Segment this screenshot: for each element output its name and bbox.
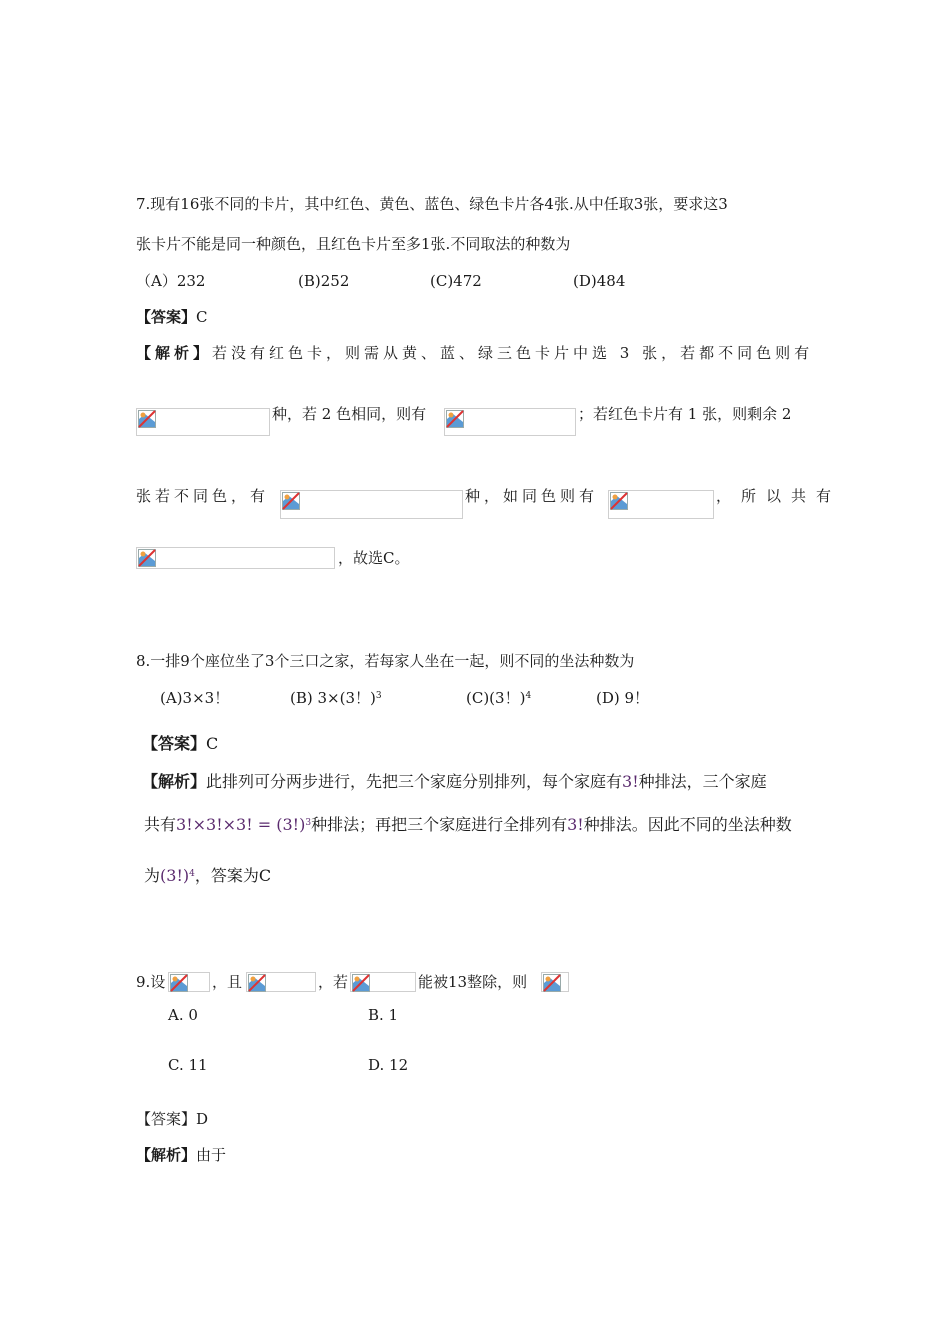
q9-stem-mid3: 能被13整除，则	[418, 973, 528, 991]
q8-analysis-line1: 【解析】此排列可分两步进行，先把三个家庭分别排列，每个家庭有3!种排法，三个家庭	[142, 772, 767, 791]
q9-option-b: B. 1	[368, 1006, 399, 1024]
q7-analysis-text-3a: 张若不同色，有	[136, 487, 270, 505]
q7-analysis-text-2b: ；若红色卡片有 1 张，则剩余 2	[578, 405, 792, 423]
broken-image-icon	[138, 410, 156, 428]
analysis-text: 若没有红色卡，则需从黄、蓝、绿三色卡片中选 3 张，若都不同色则有	[212, 344, 814, 362]
answer-label: 【答案】	[142, 734, 207, 753]
formula-image	[444, 408, 576, 436]
answer-value: D	[196, 1110, 209, 1128]
q9-stem-mid1: ，且	[212, 973, 243, 991]
broken-image-icon	[170, 974, 188, 992]
answer-label: 【答案】	[136, 1110, 197, 1128]
q8-option-c: (C)(3！)$^4$	[466, 689, 532, 707]
q7-option-c: (C)472	[430, 272, 482, 290]
q8-analysis-line2: 共有3!×3!×3! = $(3!)^3$种排法；再把三个家庭进行全排列有3!种排法。因此不同的坐法种数	[144, 815, 792, 834]
q9-stem-pre: 9.设	[136, 973, 166, 991]
formula-image	[246, 972, 316, 992]
q8-analysis-line3: 为$(3!)^4$，答案为C	[144, 866, 272, 885]
q7-analysis-line1	[136, 343, 813, 363]
q9-analysis	[136, 1145, 226, 1165]
q9-option-d: D. 12	[368, 1056, 409, 1074]
analysis-label: 【解析】	[136, 1146, 197, 1164]
q9-answer	[136, 1109, 208, 1129]
broken-image-icon	[282, 492, 300, 510]
formula-image	[136, 408, 270, 436]
analysis-label: 【解析】	[142, 772, 207, 791]
q7-answer	[136, 307, 208, 327]
q7-analysis-text-2a: 种，若 2 色相同，则有	[272, 405, 427, 423]
q8-option-a: (A)3×3！	[160, 689, 230, 707]
q8-stem: 8.一排9个座位坐了3个三口之家，若每家人坐在一起，则不同的坐法种数为	[136, 652, 635, 670]
q7-option-d: (D)484	[573, 272, 626, 290]
broken-image-icon	[446, 410, 464, 428]
q9-stem-mid2: ，若	[318, 973, 349, 991]
q9-option-a: A. 0	[168, 1006, 198, 1024]
q7-analysis-text-3c: ，所以共有	[716, 487, 842, 505]
formula-image	[541, 972, 569, 992]
formula-image	[168, 972, 210, 992]
broken-image-icon	[138, 549, 156, 567]
formula-image	[608, 490, 714, 519]
broken-image-icon	[352, 974, 370, 992]
q7-option-b: (B)252	[298, 272, 350, 290]
formula-image	[350, 972, 416, 992]
q7-analysis-text-4: ，故选C。	[338, 549, 410, 567]
formula-image	[136, 547, 335, 569]
broken-image-icon	[248, 974, 266, 992]
answer-label: 【答案】	[136, 308, 197, 326]
q7-analysis-text-3b: 种，如同色则有	[465, 487, 599, 505]
q7-stem-line1: 7.现有16张不同的卡片，其中红色、黄色、蓝色、绿色卡片各4张.从中任取3张，要求这3	[136, 195, 728, 213]
analysis-label: 【解析】	[136, 344, 213, 362]
q8-option-b: (B) 3×(3！)$^3$	[290, 689, 382, 707]
formula-image	[280, 490, 463, 519]
q9-option-c: C. 11	[168, 1056, 208, 1074]
broken-image-icon	[610, 492, 628, 510]
q7-stem-line2: 张卡片不能是同一种颜色，且红色卡片至多1张.不同取法的种数为	[136, 235, 571, 253]
answer-value: C	[196, 308, 208, 326]
q8-option-d: (D) 9！	[596, 689, 650, 707]
answer-value: C	[206, 734, 219, 753]
broken-image-icon	[543, 974, 561, 992]
analysis-text: 由于	[196, 1146, 227, 1164]
q8-answer	[142, 734, 218, 754]
q7-option-a: （A）232	[136, 272, 206, 290]
